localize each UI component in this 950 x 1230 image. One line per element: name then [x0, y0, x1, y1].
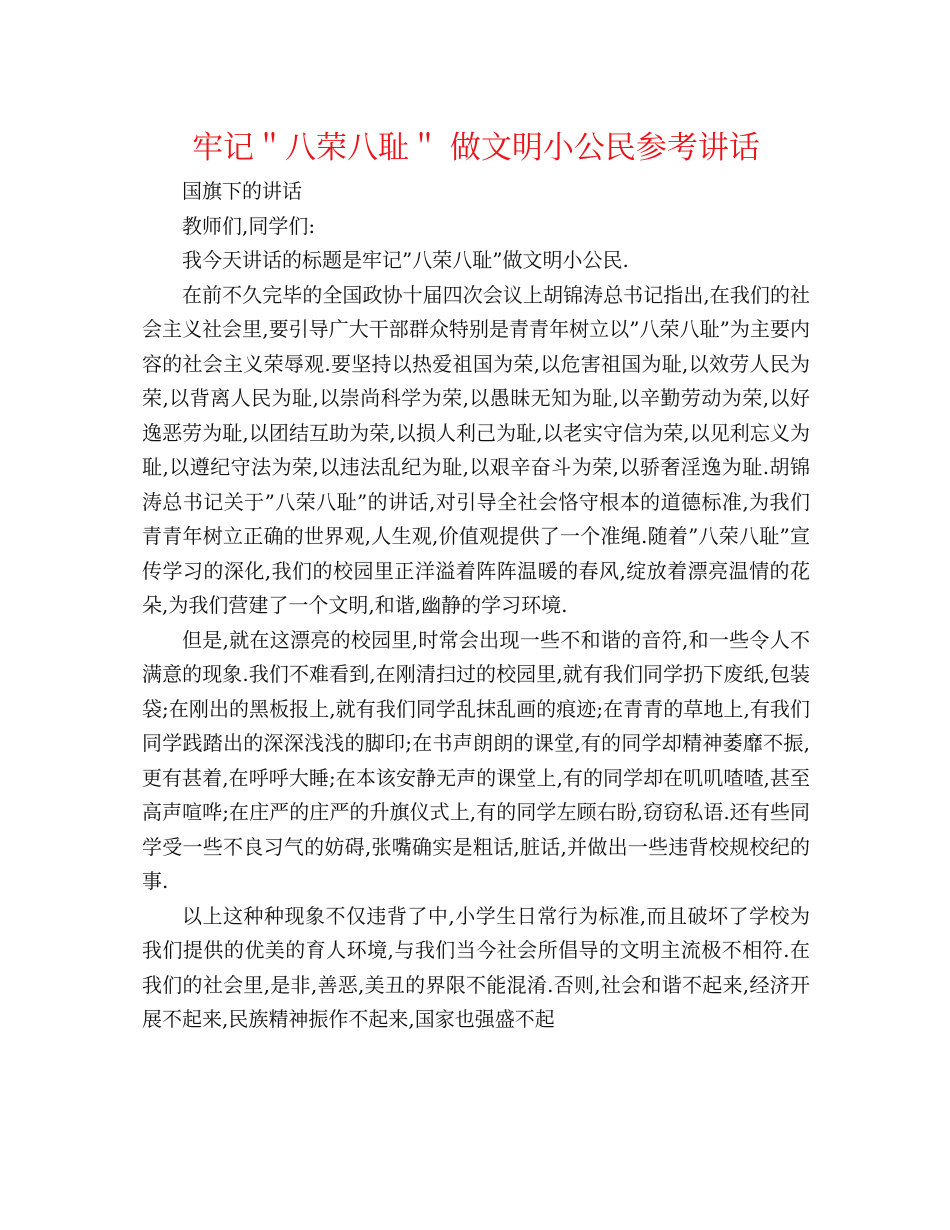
body-paragraph: 但是,就在这漂亮的校园里,时常会出现一些不和谐的音符,和一些令人不满意的现象.我们不难看到,在刚清扫过的校园里,就有我们同学扔下废纸,包装袋;在刚出的黑板报上,就有我们同学乱抹乱画的痕迹;在青青的草地上,有我们同学践踏出的深深浅浅的脚印;在书声朗朗的课堂,有的同学却精神萎靡不振,更有甚着,在呼呼大睡;在本该安静无声的课堂上,有的同学却在叽叽喳喳,甚至高声喧哗;在庄严的庄严的升旗仪式上,有的同学左顾右盼,窃窃私语.还有些同学受一些不良习气的妨碍,张嘴确实是粗话,脏话,并做出一些违背校规校纪的事.: [142, 627, 810, 893]
salutation: 教师们,同学们:: [182, 213, 316, 238]
document-page: [142, 118, 810, 1037]
body-paragraph: 以上这种种现象不仅违背了中,小学生日常行为标准,而且破坏了学校为我们提供的优美的育人环境,与我们当今社会所倡导的文明主流极不相符.在我们的社会里,是非,善恶,美丑的界限不能混淆.否则,社会和谐不起来,经济开展不起来,民族精神振作不起来,国家也强盛不起: [142, 903, 810, 1031]
body-paragraph: 在前不久完毕的全国政协十届四次会议上胡锦涛总书记指出,在我们的社会主义社会里,要引导广大干部群众特别是青青年树立以”八荣八耻”为主要内容的社会主义荣辱观.要坚持以热爱祖国为荣,以危害祖国为耻,以效劳人民为荣,以背离人民为耻,以崇尚科学为荣,以愚昧无知为耻,以辛勤劳动为荣,以好逸恶劳为耻,以团结互助为荣,以损人利己为耻,以老实守信为荣,以见利忘义为耻,以遵纪守法为荣,以违法乱纪为耻,以艰辛奋斗为荣,以骄奢淫逸为耻.胡锦涛总书记关于”八荣八耻”的讲话,对引导全社会恪守根本的道德标准,为我们青青年树立正确的世界观,人生观,价值观提供了一个准绳.随着”八荣八耻”宣传学习的深化,我们的校园里正洋溢着阵阵温暖的春风,绽放着漂亮温情的花朵,为我们营建了一个文明,和谐,幽静的学习环境.: [142, 282, 810, 617]
subheading-flag-speech: 国旗下的讲话: [182, 179, 302, 203]
speech-topic: 我今天讲话的标题是牢记”八荣八耻”做文明小公民.: [182, 248, 629, 272]
document-title: 牢记＂八荣八耻＂ 做文明小公民参考讲话: [192, 130, 760, 166]
